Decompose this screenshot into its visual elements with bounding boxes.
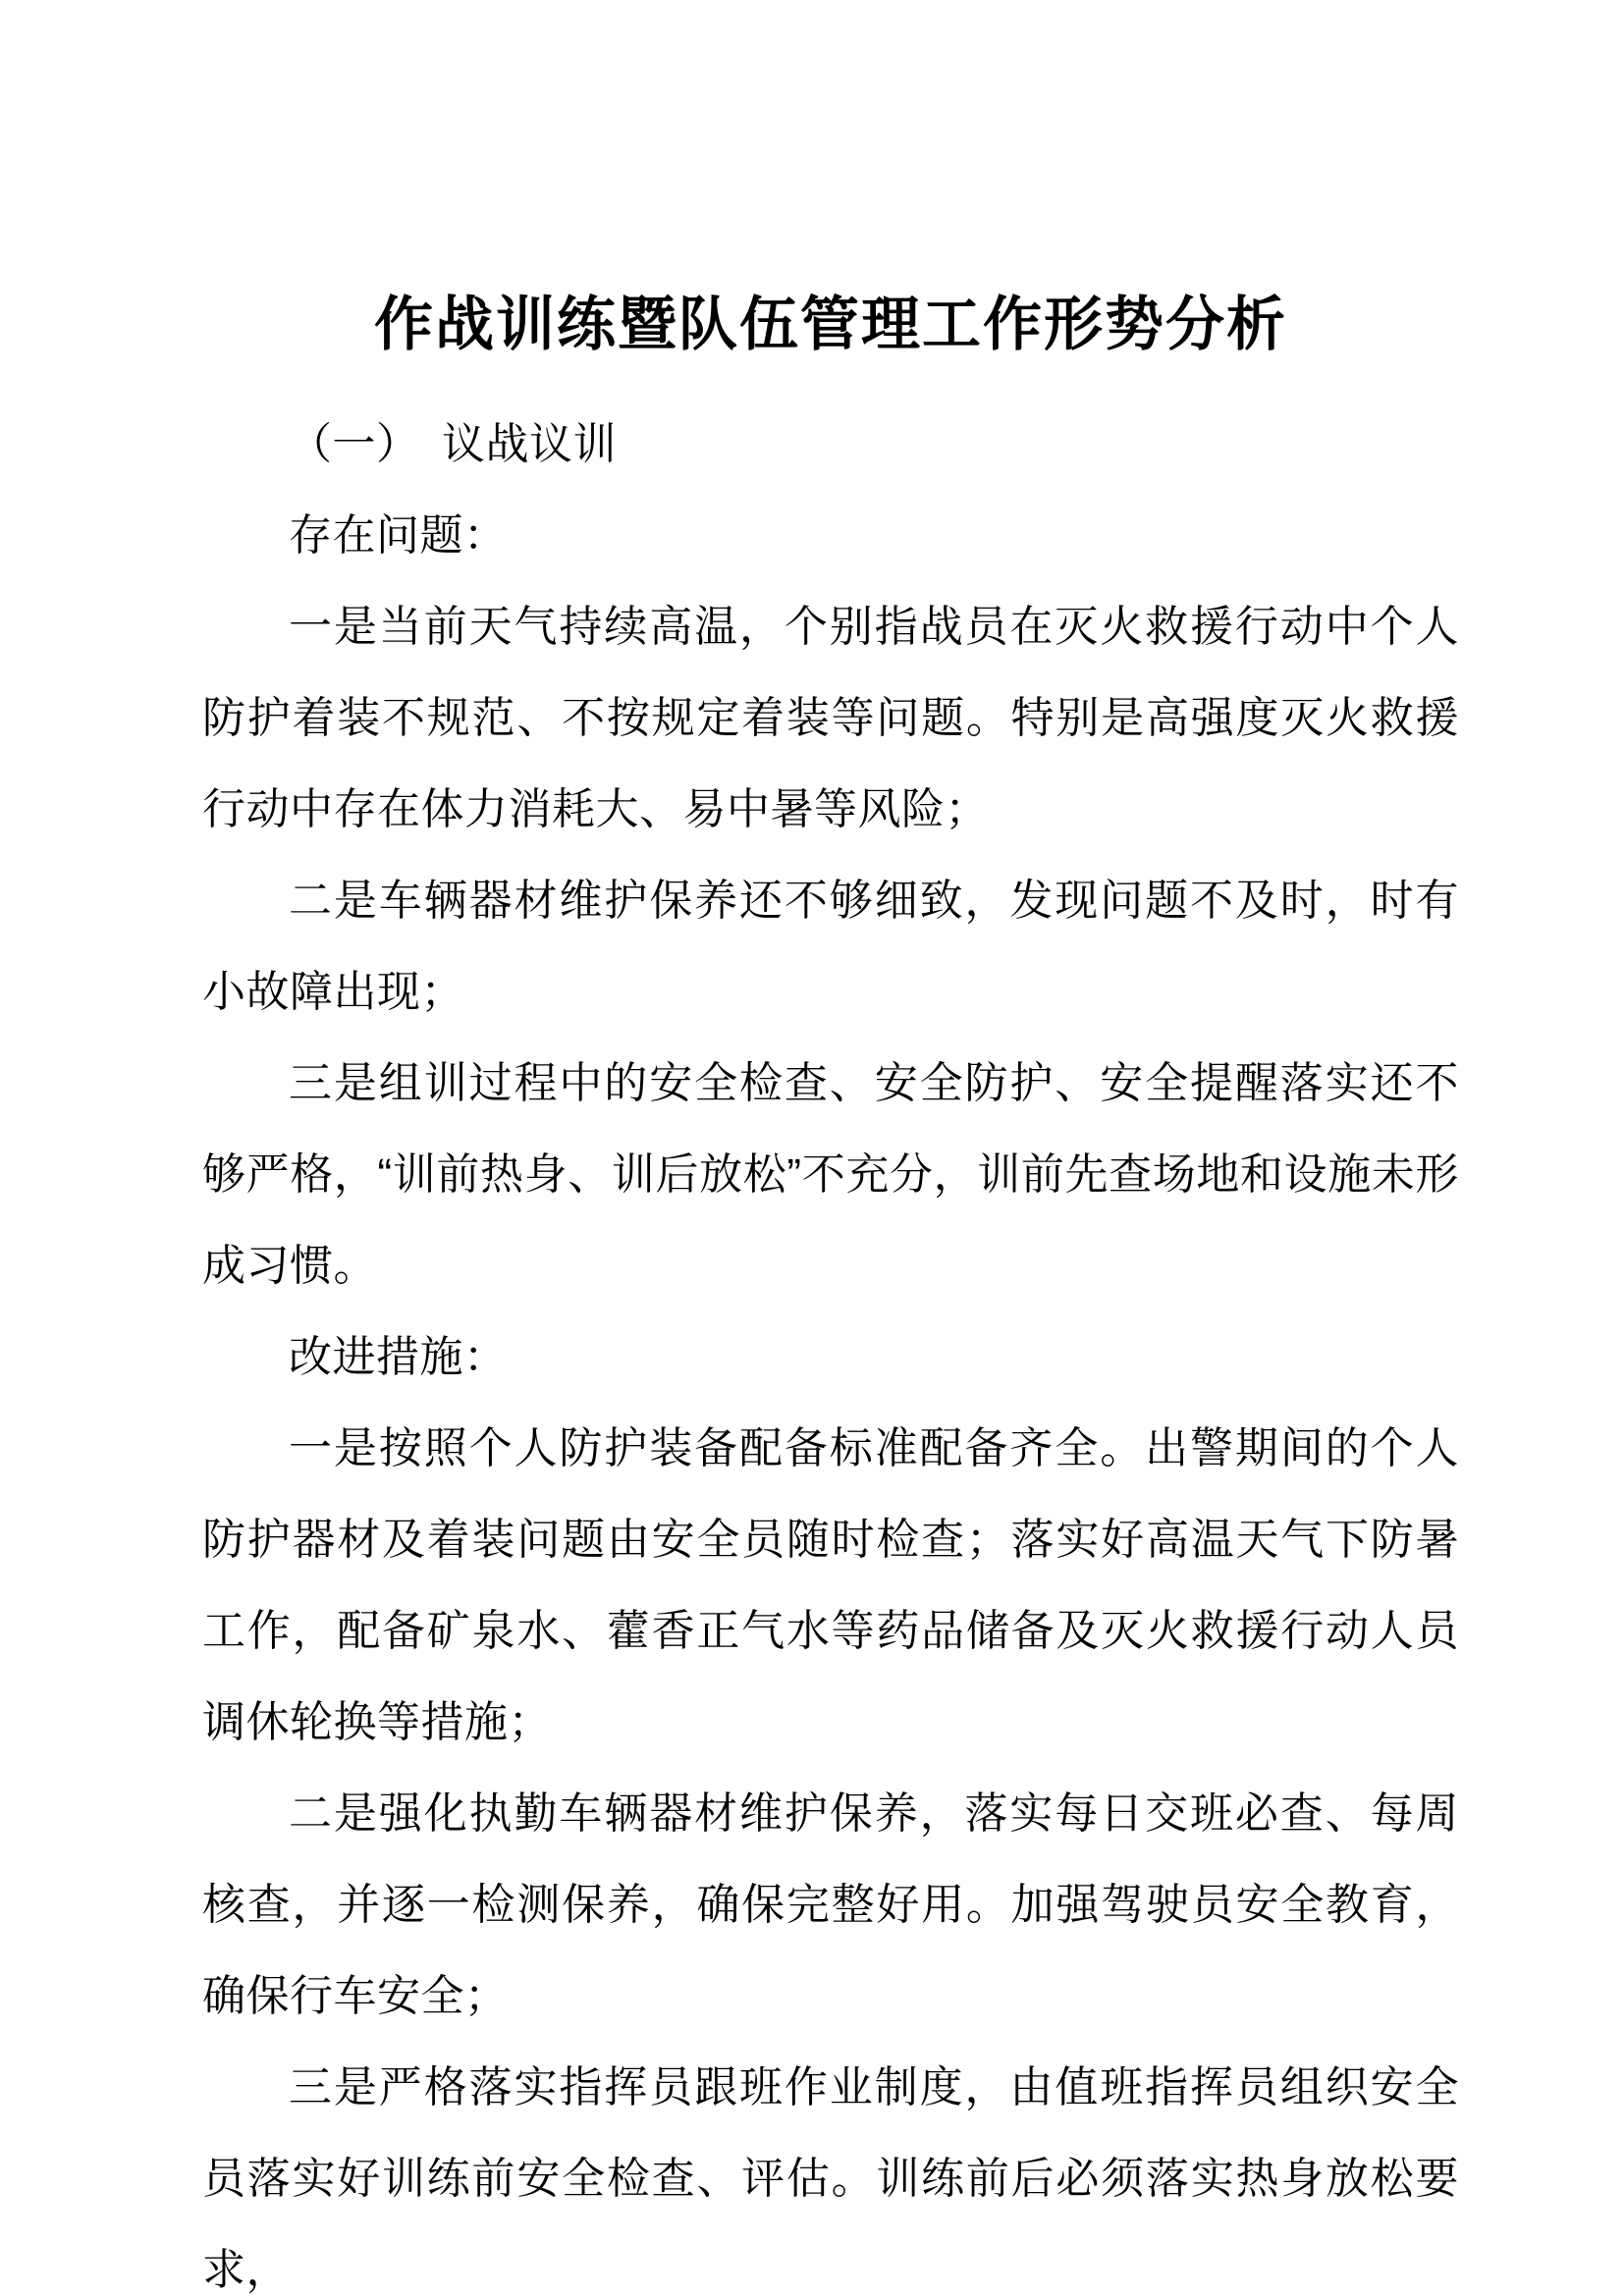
paragraph-measure-2: 二是强化执勤车辆器材维护保养，落实每日交班必查、每周核查，并逐一检测保养，确保完整好用。加强驾驶员安全教育，确保行车安全； [202,1789,1459,2020]
document-body [202,399,1459,2296]
section-heading: （一） 议战议训 [289,420,617,468]
paragraph-problem-3: 三是组训过程中的安全检查、安全防护、安全提醒落实还不够严格，“训前热身、训后放松”不充分，训前先查场地和设施未形成习惯。 [202,1059,1459,1290]
paragraph-problem-2: 二是车辆器材维护保养还不够细致，发现问题不及时，时有小故障出现； [202,877,1459,1016]
paragraph-problems-label: 存在问题： [289,511,508,560]
paragraph-problem-1: 一是当前天气持续高温，个别指战员在灭火救援行动中个人防护着装不规范、不按规定着装等问题。特别是高强度灭火救援行动中存在体力消耗大、易中暑等风险； [202,603,1459,833]
paragraph-measure-3: 三是严格落实指挥员跟班作业制度，由值班指挥员组织安全员落实好训练前安全检查、评估。训练前后必须落实热身放松要求， [202,2063,1459,2294]
paragraph-measure-1: 一是按照个人防护装备配备标准配备齐全。出警期间的个人防护器材及着装问题由安全员随时检查；落实好高温天气下防暑工作，配备矿泉水、藿香正气水等药品储备及灭火救援行动人员调休轮换等措施； [202,1424,1459,1746]
paragraph-measures-label: 改进措施： [289,1333,508,1381]
document-title: 作战训练暨队伍管理工作形势分析 [374,292,1287,357]
